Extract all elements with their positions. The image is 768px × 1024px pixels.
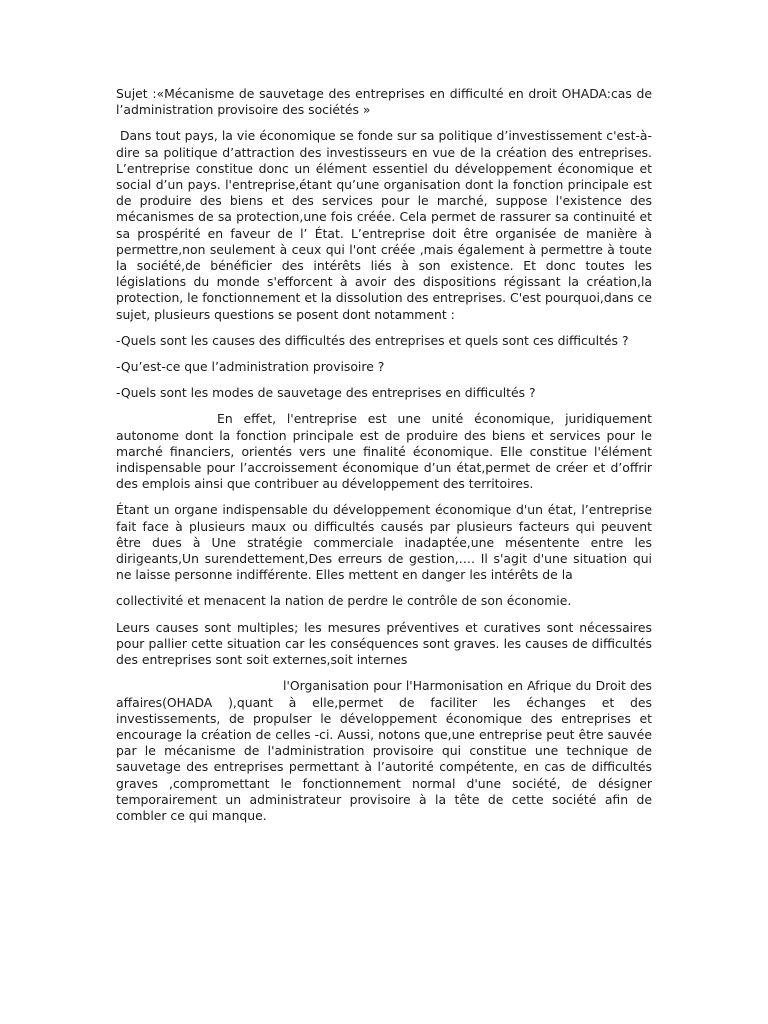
document-page [116,86,652,834]
paragraph-intro: Dans tout pays, la vie économique se fonde sur sa politique d’investissement c'est-à-dire sa politique d’attraction des investisseurs en vue de la création des entreprises. L’entreprise constitue donc un élément essentiel du développement économique et social d’un pays. l'entreprise,étant qu’une organisation dont la fonction principale est de produire des biens et des services pour le marché, suppose l'existence des mécanismes de sa protection,une fois créée. Cela permet de rassurer sa continuité et sa prospérité en faveur de l’ État. L’entreprise doit être organisée de manière à permettre,non seulement à ceux qui l'ont créée ,mais également à permettre à toute la société,de bénéficier des intérêts liés à son existence. Et donc toutes les législations du monde s'efforcent à avoir des dispositions régissant la création,la protection, le fonctionnement et la dissolution des entreprises. C'est pourquoi,dans ce sujet, plusieurs questions se posent dont notamment : [116,128,652,322]
paragraph-causes: Leurs causes sont multiples; les mesures préventives et curatives sont nécessaires pour pallier cette situation car les conséquences sont graves. les causes de difficultés des entreprises sont soit externes,soit internes [116,619,652,668]
question-modes: -Quels sont les modes de sauvetage des entreprises en difficultés ? [116,385,536,401]
paragraph-definition: En effet, l'entreprise est une unité économique, juridiquement autonome dont la fonction principale est de produire des biens et services pour le marché financiers, orientés vers une finalité économique. Elle constitue l'élément indispensable pour l’accroissement économique d’un état,permet de créer et d’offrir des emplois ainsi que contribuer au développement des territoires. [116,411,652,492]
paragraph-ohada: l'Organisation pour l'Harmonisation en Afrique du Droit des affaires(OHADA ),quant à elle,permet de faciliter les échanges et des investissements, de propulser le développement économique des entreprises et encourage la création de celles -ci. Aussi, notons que,une entreprise peut être sauvée par le mécanisme de l'administration provisoire qui constitue une technique de sauvetage des entreprises permettant à l’autorité compétente, en cas de difficultés graves ,compromettant le fonctionnement normal d'une société, de désigner temporairement un administrateur provisoire à la tête de cette société afin de combler ce qui manque. [116,678,652,823]
question-causes: -Quels sont les causes des difficultés des entreprises et quels sont ces difficultés ? [116,332,629,348]
paragraph-difficulties: Étant un organe indispensable du développement économique d'un état, l’entreprise fait face à plusieurs maux ou difficultés causés par plusieurs facteurs qui peuvent être dues à Une stratégie commerciale inadaptée,une mésentente entre les dirigeants,Un surendettement,Des erreurs de gestion,…. Il s'agit d'une situation qui ne laisse personne indifférente. Elles mettent en danger les intérêts de la [116,502,652,583]
question-administration: -Qu’est-ce que l’administration provisoire ? [116,359,385,375]
paragraph-collectivity: collectivité et menacent la nation de perdre le contrôle de son économie. [116,593,572,609]
document-title: Sujet :«Mécanisme de sauvetage des entreprises en difficulté en droit OHADA:cas de l’administration provisoire des sociétés » [116,86,652,118]
